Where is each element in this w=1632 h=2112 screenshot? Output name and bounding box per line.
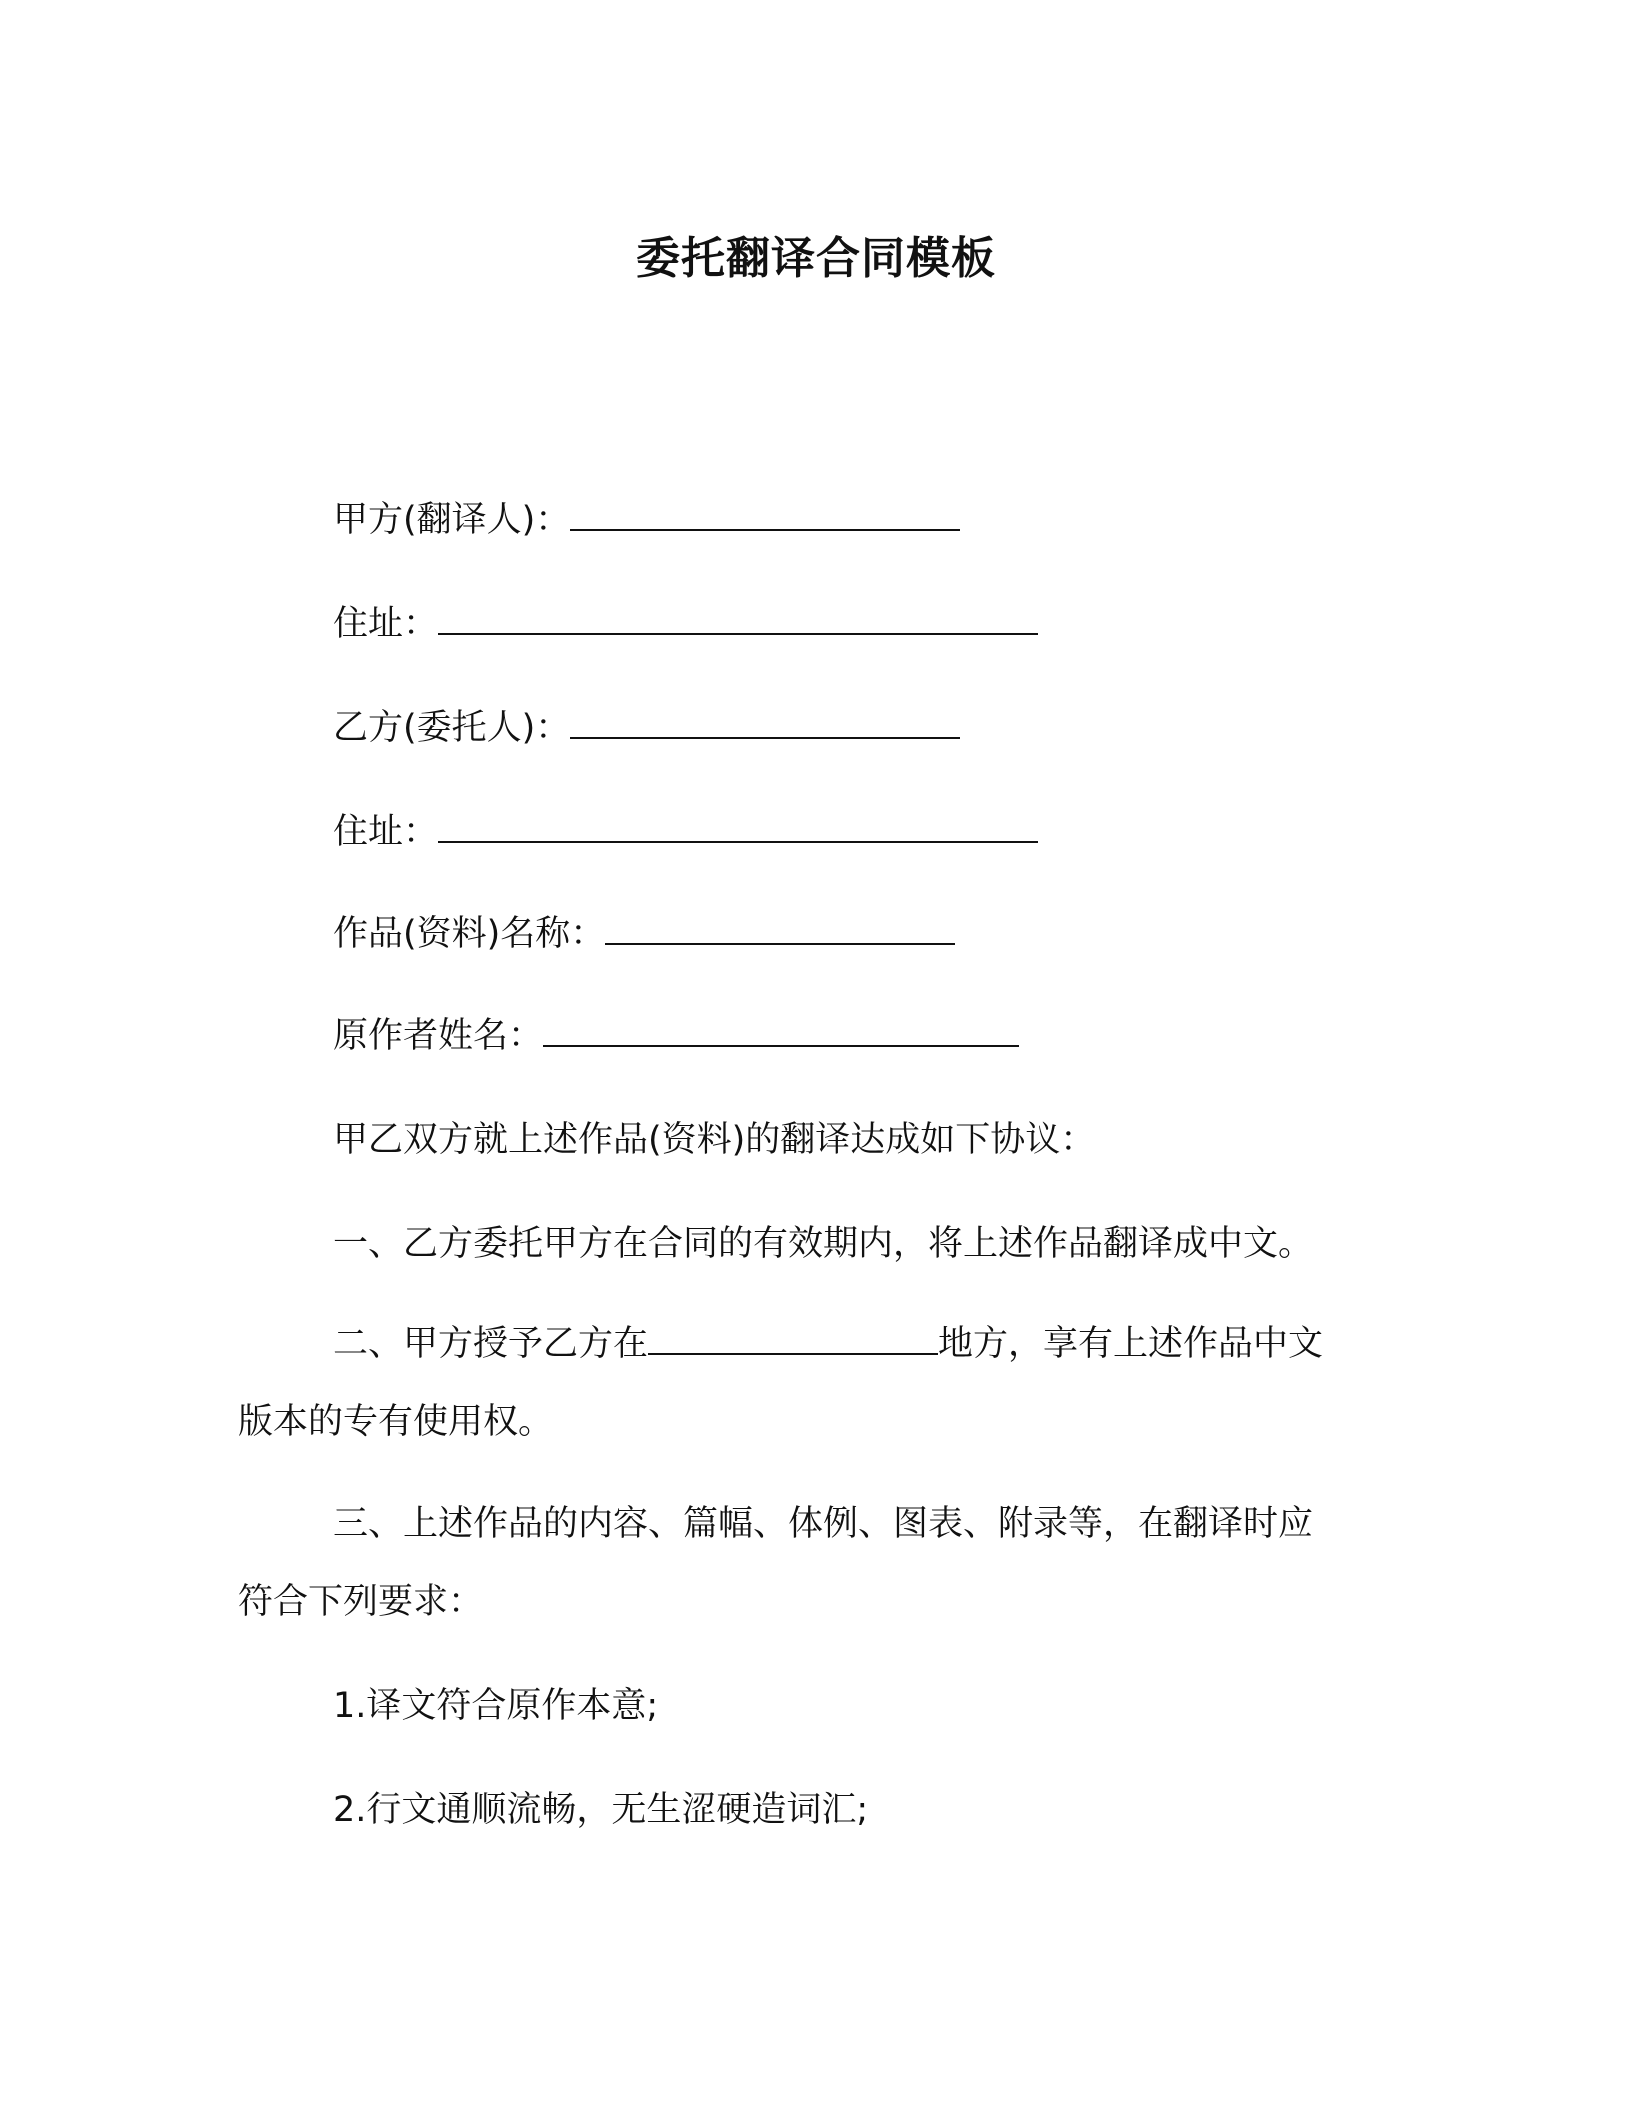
clause-2-before: 二、甲方授予乙方在 bbox=[333, 1324, 649, 1364]
field-label: 作品(资料)名称： bbox=[333, 914, 606, 954]
agreement-intro: 甲乙双方就上述作品(资料)的翻译达成如下协议： bbox=[333, 1120, 1096, 1160]
field-party-a bbox=[333, 498, 960, 542]
clause-2-continuation: 版本的专有使用权。 bbox=[238, 1402, 554, 1442]
field-address-b bbox=[333, 810, 1038, 854]
fill-blank bbox=[543, 1015, 1019, 1047]
field-party-b bbox=[333, 706, 960, 750]
clause-3-continuation: 符合下列要求： bbox=[238, 1582, 484, 1622]
fill-blank bbox=[438, 811, 1038, 843]
list-item: 2.行文通顺流畅，无生涩硬造词汇; bbox=[333, 1790, 869, 1830]
field-label: 住址： bbox=[333, 812, 439, 852]
field-label: 甲方(翻译人)： bbox=[333, 500, 571, 540]
field-work-name bbox=[333, 912, 955, 956]
fill-blank bbox=[570, 707, 960, 739]
fill-blank bbox=[570, 499, 960, 531]
field-label: 乙方(委托人)： bbox=[333, 708, 571, 748]
field-label: 住址： bbox=[333, 604, 439, 644]
clause-2-after: 地方，享有上述作品中文 bbox=[938, 1324, 1324, 1364]
field-address-a bbox=[333, 602, 1038, 646]
clause-3: 三、上述作品的内容、篇幅、体例、图表、附录等，在翻译时应 bbox=[333, 1504, 1314, 1544]
field-author-name bbox=[333, 1014, 1019, 1058]
clause-1: 一、乙方委托甲方在合同的有效期内，将上述作品翻译成中文。 bbox=[333, 1224, 1314, 1264]
list-item: 1.译文符合原作本意; bbox=[333, 1686, 659, 1726]
fill-blank bbox=[605, 913, 955, 945]
fill-blank bbox=[648, 1323, 938, 1355]
fill-blank bbox=[438, 603, 1038, 635]
document-title: 委托翻译合同模板 bbox=[636, 233, 996, 284]
field-label: 原作者姓名： bbox=[333, 1016, 544, 1056]
clause-2 bbox=[333, 1322, 1323, 1366]
